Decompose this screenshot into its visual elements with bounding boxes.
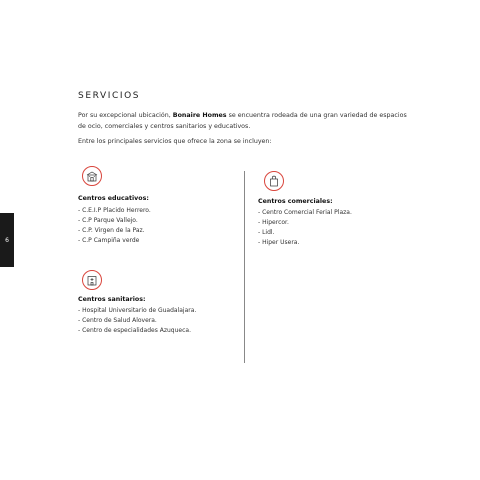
page-title: SERVICIOS [78,91,141,101]
sanitarios-list [78,306,196,336]
list-item: - C.E.I.P Placido Herrero. [78,207,151,214]
educativos-title: Centros educativos: [78,195,149,202]
list-item: - Centro de especialidades Azuqueca. [78,327,191,334]
list-item: - Hospital Universitario de Guadalajara. [78,307,197,314]
sanitarios-block [78,295,196,336]
list-item: - C.P. Virgen de la Paz. [78,227,145,234]
brand-name: Bonaire Homes [172,112,227,119]
hospital-icon [82,270,102,290]
educativos-list [78,206,151,246]
list-item: - C.P Campiña verde [78,237,140,244]
school-icon [82,166,102,186]
list-item: - Centro de Salud Alovera. [78,317,157,324]
intro-paragraph [78,110,408,132]
list-item: - Hipercor. [258,219,289,226]
comerciales-title: Centros comerciales: [258,198,333,205]
page-number-tab [0,213,14,267]
comerciales-list [258,208,352,248]
educativos-block [78,194,151,246]
list-item: - Centro Comercial Ferial Plaza. [258,209,352,216]
page-number: 6 [5,236,9,244]
intro-after: se encuentra rodeada de una gran variedad de espacios de ocio, comerciales y centros sanitarios y educativos. [78,112,407,130]
shopping-bag-icon [264,171,284,191]
list-item: - Hiper Usera. [258,239,300,246]
intro-before: Por su excepcional ubicación, [78,112,173,119]
column-divider [244,171,245,363]
sanitarios-title: Centros sanitarios: [78,296,146,303]
intro-paragraph-2: Entre los principales servicios que ofrece la zona se incluyen: [78,138,272,145]
list-item: - Lidl. [258,229,275,236]
list-item: - C.P Parque Vallejo. [78,217,138,224]
comerciales-block [258,197,352,248]
